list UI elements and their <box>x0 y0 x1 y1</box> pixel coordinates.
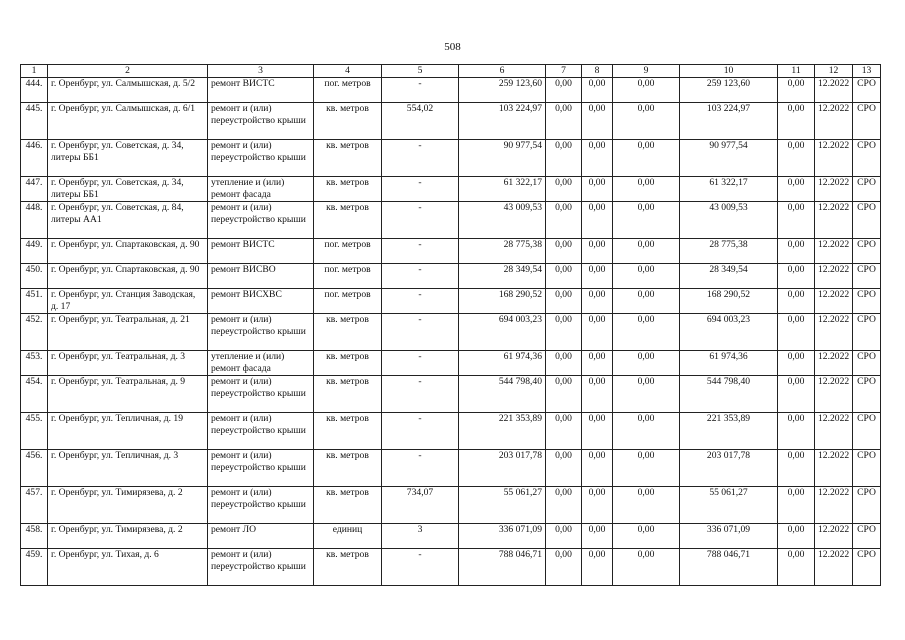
table-row <box>21 177 881 202</box>
col-9-cell: 0,00 <box>613 78 680 103</box>
header-cell: 1 <box>21 65 48 78</box>
work-type-cell: ремонт и (или) переустройство крыши <box>208 314 314 351</box>
total-cost-cell: 28 775,38 <box>459 239 546 264</box>
col-9-cell: 0,00 <box>613 202 680 239</box>
row-number-cell: 456. <box>21 450 48 487</box>
contractor-type-cell: СРО <box>853 376 881 413</box>
work-type-cell: ремонт и (или) переустройство крыши <box>208 103 314 140</box>
col-9-cell: 0,00 <box>613 314 680 351</box>
col-7-cell: 0,00 <box>546 103 582 140</box>
work-type-cell: ремонт ВИСВО <box>208 264 314 289</box>
volume-cell: - <box>382 289 459 314</box>
cost-fund-cell: 544 798,40 <box>680 376 778 413</box>
col-11-cell: 0,00 <box>778 376 815 413</box>
unit-cell: кв. метров <box>314 314 382 351</box>
contractor-type-cell: СРО <box>853 351 881 376</box>
row-number-cell: 457. <box>21 487 48 524</box>
col-8-cell: 0,00 <box>582 78 613 103</box>
table-row <box>21 103 881 140</box>
unit-cell: кв. метров <box>314 487 382 524</box>
col-11-cell: 0,00 <box>778 202 815 239</box>
col-7-cell: 0,00 <box>546 289 582 314</box>
col-7-cell: 0,00 <box>546 351 582 376</box>
col-8-cell: 0,00 <box>582 177 613 202</box>
header-cell: 9 <box>613 65 680 78</box>
volume-cell: - <box>382 314 459 351</box>
total-cost-cell: 788 046,71 <box>459 549 546 586</box>
unit-cell: пог. метров <box>314 239 382 264</box>
col-9-cell: 0,00 <box>613 450 680 487</box>
header-cell: 5 <box>382 65 459 78</box>
address-cell: г. Оренбург, ул. Театральная, д. 9 <box>48 376 208 413</box>
address-cell: г. Оренбург, ул. Спартаковская, д. 90 <box>48 264 208 289</box>
row-number-cell: 453. <box>21 351 48 376</box>
cost-fund-cell: 168 290,52 <box>680 289 778 314</box>
col-9-cell: 0,00 <box>613 140 680 177</box>
col-9-cell: 0,00 <box>613 239 680 264</box>
unit-cell: кв. метров <box>314 376 382 413</box>
col-7-cell: 0,00 <box>546 487 582 524</box>
unit-cell: кв. метров <box>314 103 382 140</box>
deadline-cell: 12.2022 <box>815 177 853 202</box>
col-8-cell: 0,00 <box>582 103 613 140</box>
row-number-cell: 446. <box>21 140 48 177</box>
work-type-cell: утепление и (или) ремонт фасада <box>208 351 314 376</box>
work-type-cell: ремонт и (или) переустройство крыши <box>208 202 314 239</box>
page-number: 508 <box>444 41 461 53</box>
work-type-cell: ремонт и (или) переустройство крыши <box>208 450 314 487</box>
deadline-cell: 12.2022 <box>815 103 853 140</box>
col-8-cell: 0,00 <box>582 289 613 314</box>
deadline-cell: 12.2022 <box>815 450 853 487</box>
contractor-type-cell: СРО <box>853 450 881 487</box>
header-cell: 2 <box>48 65 208 78</box>
unit-cell: кв. метров <box>314 202 382 239</box>
cost-fund-cell: 103 224,97 <box>680 103 778 140</box>
unit-cell: пог. метров <box>314 289 382 314</box>
deadline-cell: 12.2022 <box>815 202 853 239</box>
registry-table <box>20 64 881 586</box>
deadline-cell: 12.2022 <box>815 351 853 376</box>
total-cost-cell: 694 003,23 <box>459 314 546 351</box>
volume-cell: - <box>382 413 459 450</box>
header-cell: 11 <box>778 65 815 78</box>
address-cell: г. Оренбург, ул. Советская, д. 34, литеры ББ1 <box>48 177 208 202</box>
work-type-cell: ремонт и (или) переустройство крыши <box>208 413 314 450</box>
cost-fund-cell: 336 071,09 <box>680 524 778 549</box>
contractor-type-cell: СРО <box>853 202 881 239</box>
table-row <box>21 314 881 351</box>
deadline-cell: 12.2022 <box>815 549 853 586</box>
deadline-cell: 12.2022 <box>815 376 853 413</box>
cost-fund-cell: 221 353,89 <box>680 413 778 450</box>
col-8-cell: 0,00 <box>582 264 613 289</box>
col-9-cell: 0,00 <box>613 549 680 586</box>
contractor-type-cell: СРО <box>853 524 881 549</box>
total-cost-cell: 336 071,09 <box>459 524 546 549</box>
row-number-cell: 454. <box>21 376 48 413</box>
volume-cell: - <box>382 239 459 264</box>
cost-fund-cell: 28 349,54 <box>680 264 778 289</box>
col-11-cell: 0,00 <box>778 450 815 487</box>
col-8-cell: 0,00 <box>582 239 613 264</box>
volume-cell: - <box>382 450 459 487</box>
work-type-cell: ремонт и (или) переустройство крыши <box>208 140 314 177</box>
col-9-cell: 0,00 <box>613 376 680 413</box>
header-cell: 6 <box>459 65 546 78</box>
col-11-cell: 0,00 <box>778 524 815 549</box>
total-cost-cell: 259 123,60 <box>459 78 546 103</box>
row-number-cell: 451. <box>21 289 48 314</box>
col-7-cell: 0,00 <box>546 177 582 202</box>
table-row <box>21 202 881 239</box>
table-row <box>21 487 881 524</box>
header-row <box>21 65 881 78</box>
col-8-cell: 0,00 <box>582 450 613 487</box>
volume-cell: - <box>382 140 459 177</box>
cost-fund-cell: 43 009,53 <box>680 202 778 239</box>
volume-cell: - <box>382 78 459 103</box>
header-cell: 10 <box>680 65 778 78</box>
col-7-cell: 0,00 <box>546 549 582 586</box>
col-9-cell: 0,00 <box>613 524 680 549</box>
header-cell: 4 <box>314 65 382 78</box>
header-cell: 3 <box>208 65 314 78</box>
total-cost-cell: 203 017,78 <box>459 450 546 487</box>
col-11-cell: 0,00 <box>778 549 815 586</box>
table-row <box>21 524 881 549</box>
col-8-cell: 0,00 <box>582 487 613 524</box>
total-cost-cell: 55 061,27 <box>459 487 546 524</box>
col-11-cell: 0,00 <box>778 78 815 103</box>
unit-cell: пог. метров <box>314 264 382 289</box>
table-row <box>21 264 881 289</box>
contractor-type-cell: СРО <box>853 264 881 289</box>
unit-cell: кв. метров <box>314 450 382 487</box>
work-type-cell: ремонт ЛО <box>208 524 314 549</box>
col-11-cell: 0,00 <box>778 289 815 314</box>
volume-cell: - <box>382 264 459 289</box>
total-cost-cell: 221 353,89 <box>459 413 546 450</box>
work-type-cell: ремонт и (или) переустройство крыши <box>208 487 314 524</box>
address-cell: г. Оренбург, ул. Театральная, д. 21 <box>48 314 208 351</box>
volume-cell: - <box>382 202 459 239</box>
total-cost-cell: 61 974,36 <box>459 351 546 376</box>
col-9-cell: 0,00 <box>613 177 680 202</box>
col-11-cell: 0,00 <box>778 239 815 264</box>
row-number-cell: 455. <box>21 413 48 450</box>
volume-cell: 3 <box>382 524 459 549</box>
deadline-cell: 12.2022 <box>815 78 853 103</box>
row-number-cell: 445. <box>21 103 48 140</box>
address-cell: г. Оренбург, ул. Советская, д. 84, литеры АА1 <box>48 202 208 239</box>
work-type-cell: утепление и (или) ремонт фасада <box>208 177 314 202</box>
col-11-cell: 0,00 <box>778 314 815 351</box>
table-body <box>21 78 881 586</box>
col-7-cell: 0,00 <box>546 450 582 487</box>
col-7-cell: 0,00 <box>546 524 582 549</box>
address-cell: г. Оренбург, ул. Салмышская, д. 6/1 <box>48 103 208 140</box>
address-cell: г. Оренбург, ул. Спартаковская, д. 90 <box>48 239 208 264</box>
header-cell: 13 <box>853 65 881 78</box>
unit-cell: кв. метров <box>314 177 382 202</box>
total-cost-cell: 61 322,17 <box>459 177 546 202</box>
col-8-cell: 0,00 <box>582 524 613 549</box>
cost-fund-cell: 55 061,27 <box>680 487 778 524</box>
col-11-cell: 0,00 <box>778 487 815 524</box>
cost-fund-cell: 28 775,38 <box>680 239 778 264</box>
col-7-cell: 0,00 <box>546 264 582 289</box>
address-cell: г. Оренбург, ул. Тихая, д. 6 <box>48 549 208 586</box>
col-8-cell: 0,00 <box>582 549 613 586</box>
row-number-cell: 450. <box>21 264 48 289</box>
col-9-cell: 0,00 <box>613 487 680 524</box>
col-7-cell: 0,00 <box>546 140 582 177</box>
work-type-cell: ремонт и (или) переустройство крыши <box>208 376 314 413</box>
address-cell: г. Оренбург, ул. Тепличная, д. 19 <box>48 413 208 450</box>
total-cost-cell: 544 798,40 <box>459 376 546 413</box>
col-9-cell: 0,00 <box>613 351 680 376</box>
volume-cell: - <box>382 549 459 586</box>
col-7-cell: 0,00 <box>546 239 582 264</box>
table-row <box>21 289 881 314</box>
row-number-cell: 447. <box>21 177 48 202</box>
table-header <box>21 65 881 78</box>
col-11-cell: 0,00 <box>778 413 815 450</box>
volume-cell: - <box>382 351 459 376</box>
address-cell: г. Оренбург, ул. Станция Заводская, д. 17 <box>48 289 208 314</box>
work-type-cell: ремонт ВИСТС <box>208 239 314 264</box>
contractor-type-cell: СРО <box>853 78 881 103</box>
col-11-cell: 0,00 <box>778 140 815 177</box>
contractor-type-cell: СРО <box>853 239 881 264</box>
work-type-cell: ремонт ВИСТС <box>208 78 314 103</box>
col-8-cell: 0,00 <box>582 314 613 351</box>
table-row <box>21 376 881 413</box>
header-cell: 7 <box>546 65 582 78</box>
col-7-cell: 0,00 <box>546 202 582 239</box>
cost-fund-cell: 61 322,17 <box>680 177 778 202</box>
volume-cell: - <box>382 177 459 202</box>
address-cell: г. Оренбург, ул. Советская, д. 34, литеры ББ1 <box>48 140 208 177</box>
contractor-type-cell: СРО <box>853 177 881 202</box>
row-number-cell: 458. <box>21 524 48 549</box>
col-7-cell: 0,00 <box>546 413 582 450</box>
unit-cell: пог. метров <box>314 78 382 103</box>
address-cell: г. Оренбург, ул. Салмышская, д. 5/2 <box>48 78 208 103</box>
table-row <box>21 239 881 264</box>
col-7-cell: 0,00 <box>546 78 582 103</box>
deadline-cell: 12.2022 <box>815 487 853 524</box>
address-cell: г. Оренбург, ул. Тепличная, д. 3 <box>48 450 208 487</box>
col-11-cell: 0,00 <box>778 177 815 202</box>
contractor-type-cell: СРО <box>853 289 881 314</box>
col-7-cell: 0,00 <box>546 314 582 351</box>
table-row <box>21 413 881 450</box>
deadline-cell: 12.2022 <box>815 289 853 314</box>
contractor-type-cell: СРО <box>853 549 881 586</box>
volume-cell: 734,07 <box>382 487 459 524</box>
unit-cell: кв. метров <box>314 413 382 450</box>
col-7-cell: 0,00 <box>546 376 582 413</box>
table-row <box>21 78 881 103</box>
address-cell: г. Оренбург, ул. Тимирязева, д. 2 <box>48 524 208 549</box>
address-cell: г. Оренбург, ул. Тимирязева, д. 2 <box>48 487 208 524</box>
row-number-cell: 448. <box>21 202 48 239</box>
col-9-cell: 0,00 <box>613 289 680 314</box>
header-cell: 12 <box>815 65 853 78</box>
total-cost-cell: 168 290,52 <box>459 289 546 314</box>
total-cost-cell: 103 224,97 <box>459 103 546 140</box>
total-cost-cell: 90 977,54 <box>459 140 546 177</box>
col-9-cell: 0,00 <box>613 264 680 289</box>
address-cell: г. Оренбург, ул. Театральная, д. 3 <box>48 351 208 376</box>
unit-cell: кв. метров <box>314 351 382 376</box>
contractor-type-cell: СРО <box>853 314 881 351</box>
table-row <box>21 549 881 586</box>
unit-cell: единиц <box>314 524 382 549</box>
col-11-cell: 0,00 <box>778 351 815 376</box>
cost-fund-cell: 203 017,78 <box>680 450 778 487</box>
volume-cell: - <box>382 376 459 413</box>
work-type-cell: ремонт и (или) переустройство крыши <box>208 549 314 586</box>
table-row <box>21 351 881 376</box>
contractor-type-cell: СРО <box>853 487 881 524</box>
row-number-cell: 449. <box>21 239 48 264</box>
deadline-cell: 12.2022 <box>815 239 853 264</box>
col-11-cell: 0,00 <box>778 103 815 140</box>
deadline-cell: 12.2022 <box>815 264 853 289</box>
cost-fund-cell: 788 046,71 <box>680 549 778 586</box>
unit-cell: кв. метров <box>314 549 382 586</box>
row-number-cell: 452. <box>21 314 48 351</box>
col-8-cell: 0,00 <box>582 351 613 376</box>
table-row <box>21 450 881 487</box>
deadline-cell: 12.2022 <box>815 413 853 450</box>
volume-cell: 554,02 <box>382 103 459 140</box>
deadline-cell: 12.2022 <box>815 314 853 351</box>
col-8-cell: 0,00 <box>582 202 613 239</box>
col-9-cell: 0,00 <box>613 103 680 140</box>
col-11-cell: 0,00 <box>778 264 815 289</box>
col-8-cell: 0,00 <box>582 140 613 177</box>
cost-fund-cell: 61 974,36 <box>680 351 778 376</box>
header-cell: 8 <box>582 65 613 78</box>
work-type-cell: ремонт ВИСХВС <box>208 289 314 314</box>
contractor-type-cell: СРО <box>853 413 881 450</box>
table-row <box>21 140 881 177</box>
cost-fund-cell: 259 123,60 <box>680 78 778 103</box>
row-number-cell: 459. <box>21 549 48 586</box>
col-8-cell: 0,00 <box>582 376 613 413</box>
cost-fund-cell: 694 003,23 <box>680 314 778 351</box>
row-number-cell: 444. <box>21 78 48 103</box>
deadline-cell: 12.2022 <box>815 524 853 549</box>
unit-cell: кв. метров <box>314 140 382 177</box>
col-9-cell: 0,00 <box>613 413 680 450</box>
deadline-cell: 12.2022 <box>815 140 853 177</box>
contractor-type-cell: СРО <box>853 103 881 140</box>
cost-fund-cell: 90 977,54 <box>680 140 778 177</box>
total-cost-cell: 28 349,54 <box>459 264 546 289</box>
col-8-cell: 0,00 <box>582 413 613 450</box>
total-cost-cell: 43 009,53 <box>459 202 546 239</box>
contractor-type-cell: СРО <box>853 140 881 177</box>
